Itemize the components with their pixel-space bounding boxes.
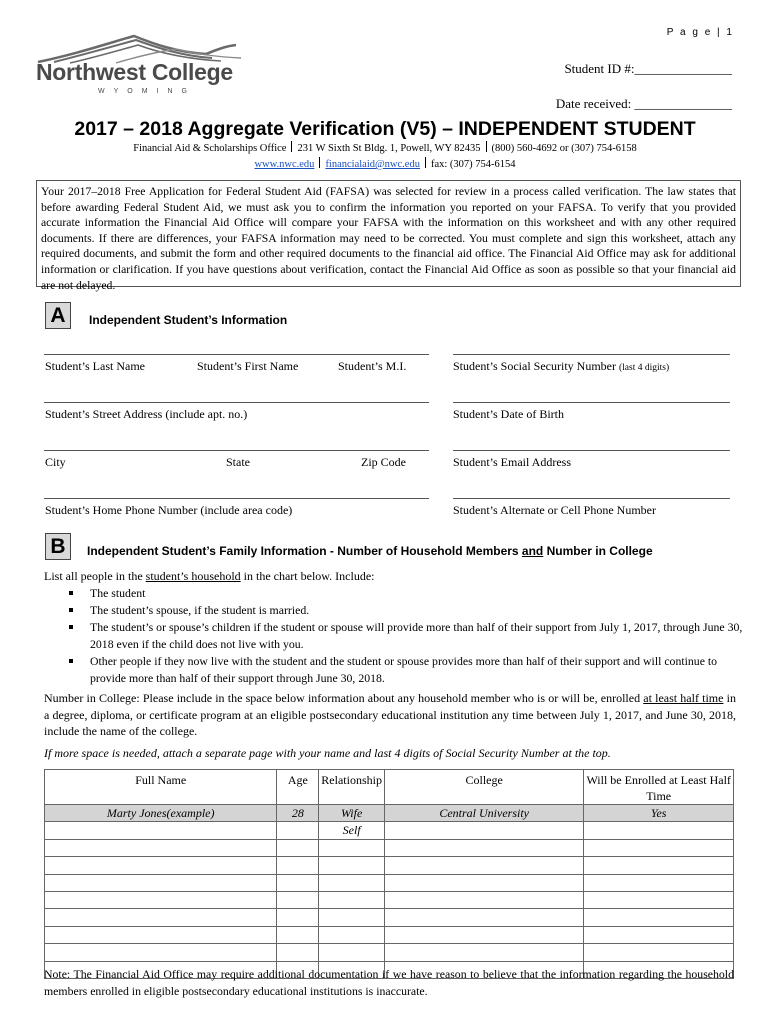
table-cell[interactable] — [45, 857, 277, 874]
table-cell[interactable] — [319, 909, 385, 926]
col-age: Age — [277, 770, 319, 805]
extra-space-note: If more space is needed, attach a separate page with your name and last 4 digits of Social Security Number at the top. — [44, 746, 611, 760]
city-state-zip-input-line[interactable] — [44, 450, 429, 451]
student-id-field[interactable]: Student ID #:_______________ — [564, 61, 732, 76]
table-cell[interactable] — [384, 857, 583, 874]
table-cell[interactable] — [277, 857, 319, 874]
college-text-1: Number in College: Please include in the space below information about any household member who is or will be, enrolled — [44, 691, 644, 705]
table-header-row — [45, 770, 734, 805]
website-link[interactable]: www.nwc.edu — [254, 159, 315, 170]
street-input-line[interactable] — [44, 402, 429, 403]
bullet-item: The student’s spouse, if the student is married. — [68, 602, 748, 619]
table-cell[interactable] — [584, 857, 734, 874]
page-number: P a g e | 1 — [666, 27, 734, 38]
table-cell[interactable] — [384, 822, 583, 839]
table-row[interactable] — [45, 944, 734, 961]
state-label: State — [226, 455, 250, 469]
section-b-title — [87, 544, 653, 558]
ssn-label — [453, 359, 669, 374]
table-cell[interactable] — [384, 909, 583, 926]
office-name: Financial Aid & Scholarships Office — [133, 143, 287, 154]
last-name-label: Student’s Last Name — [45, 359, 145, 373]
table-cell[interactable] — [277, 944, 319, 961]
table-cell[interactable] — [277, 891, 319, 908]
table-row[interactable] — [45, 909, 734, 926]
footer-note: Note: The Financial Aid Office may require additional documentation if we have reason to believe that the information regarding the household members enrolled in eligible postsecondary educational institutions is inaccurate. — [44, 967, 734, 998]
first-name-label: Student’s First Name — [197, 359, 299, 373]
household-intro — [44, 568, 375, 585]
example-college: Central University — [384, 805, 583, 822]
table-cell[interactable] — [45, 909, 277, 926]
table-row[interactable] — [45, 926, 734, 943]
dob-input-line[interactable] — [453, 402, 730, 403]
college-state: WYOMING — [98, 88, 196, 95]
table-cell[interactable] — [319, 926, 385, 943]
table-cell[interactable] — [584, 822, 734, 839]
col-full-name: Full Name — [45, 770, 277, 805]
intro-paragraph: Your 2017–2018 Free Application for Federal Student Aid (FAFSA) was selected for review in a process called verification. The law states that before awarding Federal Student Aid, we must ask you to confirm the information you reported on your FAFSA. To verify that you provided accurate information the Financial Aid Office will compare your FAFSA with the information on this worksheet and with any other required documents. If there are differences, your FAFSA information may need to be corrected. You must complete and sign this worksheet, attach any required documents, and submit the form and other required documents to the financial aid office. The Financial Aid Office may ask for additional information or clarification. If you have questions about verification, contact the Financial Aid Office as soon as possible so that your financial aid are not delayed. — [36, 180, 741, 287]
city-label: City — [45, 455, 66, 469]
street-label: Student’s Street Address (include apt. no.) — [45, 407, 248, 421]
household-intro-link: student’s household — [145, 569, 241, 583]
email-label: Student’s Email Address — [453, 455, 571, 469]
table-cell[interactable] — [45, 891, 277, 908]
email-link[interactable]: financialaid@nwc.edu — [325, 159, 420, 170]
office-address: 231 W Sixth St Bldg. 1, Powell, WY 82435 — [297, 143, 481, 154]
table-row[interactable] — [45, 839, 734, 856]
table-cell[interactable] — [45, 874, 277, 891]
table-row[interactable] — [45, 891, 734, 908]
bullet-item: Other people if they now live with the student and the student or spouse provides more than half of their support and will continue to provide more than half of their support through June 30, 2018. — [68, 653, 748, 687]
zip-label: Zip Code — [361, 455, 406, 469]
col-college: College — [384, 770, 583, 805]
mi-label: Student’s M.I. — [338, 359, 407, 373]
email-input-line[interactable] — [453, 450, 730, 451]
table-cell[interactable] — [45, 944, 277, 961]
ssn-label-text: Student’s Social Security Number — [453, 359, 616, 373]
office-info — [0, 141, 770, 154]
col-relationship: Relationship — [319, 770, 385, 805]
table-row-example — [45, 805, 734, 822]
ssn-note: (last 4 digits) — [618, 363, 670, 373]
table-cell[interactable] — [45, 839, 277, 856]
bullet-item: The student’s or spouse’s children if the student or spouse will provide more than half of their support from July 1, 2017, through June 30, 2018 even if the child does not live with you. — [68, 619, 748, 653]
college-logo — [36, 32, 248, 102]
table-cell[interactable] — [277, 822, 319, 839]
section-b-title-and: and — [521, 544, 544, 558]
household-bullet-list — [68, 585, 748, 687]
number-in-college-text — [44, 690, 736, 740]
section-a-marker: A — [45, 302, 71, 329]
household-intro-2: in the chart below. Include: — [240, 569, 375, 583]
table-cell[interactable] — [584, 839, 734, 856]
bullet-item: The student — [68, 585, 748, 602]
section-b-title-part2: Number in College — [543, 544, 653, 558]
home-phone-label: Student’s Home Phone Number (include area code) — [45, 503, 293, 517]
table-cell[interactable] — [384, 874, 583, 891]
section-b-title-part1: Independent Student’s Family Information - Number of Household Members — [87, 544, 522, 558]
alt-phone-label: Student’s Alternate or Cell Phone Number — [453, 503, 656, 517]
table-row[interactable] — [45, 874, 734, 891]
table-cell[interactable] — [584, 926, 734, 943]
col-enrolled: Will be Enrolled at Least Half Time — [584, 770, 734, 805]
household-members-table — [44, 769, 734, 979]
household-intro-1: List all people in the — [44, 569, 146, 583]
college-name: Northwest College — [36, 59, 233, 85]
table-cell[interactable] — [319, 874, 385, 891]
table-cell[interactable] — [277, 874, 319, 891]
self-relationship: Self — [319, 822, 385, 839]
table-cell[interactable] — [277, 909, 319, 926]
table-cell[interactable] — [584, 909, 734, 926]
table-row[interactable] — [45, 857, 734, 874]
table-cell[interactable] — [277, 926, 319, 943]
name-input-line[interactable] — [44, 354, 429, 355]
table-cell[interactable] — [584, 944, 734, 961]
table-cell[interactable] — [384, 839, 583, 856]
date-received-field[interactable]: Date received: _______________ — [555, 96, 732, 111]
alt-phone-input-line[interactable] — [453, 498, 730, 499]
table-cell[interactable] — [45, 822, 277, 839]
example-enrolled: Yes — [584, 805, 734, 822]
office-phone: (800) 560-4692 or (307) 754-6158 — [491, 143, 637, 154]
table-cell[interactable] — [584, 891, 734, 908]
table-cell[interactable] — [384, 891, 583, 908]
table-cell[interactable] — [319, 857, 385, 874]
example-name: Marty Jones(example) — [45, 805, 277, 822]
table-cell[interactable] — [384, 926, 583, 943]
ssn-input-line[interactable] — [453, 354, 730, 355]
table-cell[interactable] — [319, 891, 385, 908]
example-age: 28 — [277, 805, 319, 822]
section-b-marker: B — [45, 533, 71, 560]
table-cell[interactable] — [277, 839, 319, 856]
table-cell[interactable] — [319, 839, 385, 856]
home-phone-input-line[interactable] — [44, 498, 429, 499]
table-cell[interactable] — [319, 944, 385, 961]
table-cell[interactable] — [584, 874, 734, 891]
dob-label: Student’s Date of Birth — [453, 407, 564, 421]
table-cell[interactable] — [384, 944, 583, 961]
college-text-underlined: at least half time — [643, 691, 724, 705]
table-cell[interactable] — [45, 926, 277, 943]
table-row[interactable] — [45, 822, 734, 839]
section-a-title: Independent Student’s Information — [89, 313, 288, 327]
example-relationship: Wife — [319, 805, 385, 822]
contact-links — [0, 157, 770, 170]
college-text-2: in a degree, diploma, or certificate program at an eligible postsecondary educational institution any time between July 1, 2017, and June 30, 2018, include the name of the college. — [44, 691, 736, 738]
form-title: 2017 – 2018 Aggregate Verification (V5) – INDEPENDENT STUDENT — [74, 118, 696, 140]
fax-number: fax: (307) 754-6154 — [430, 159, 516, 170]
